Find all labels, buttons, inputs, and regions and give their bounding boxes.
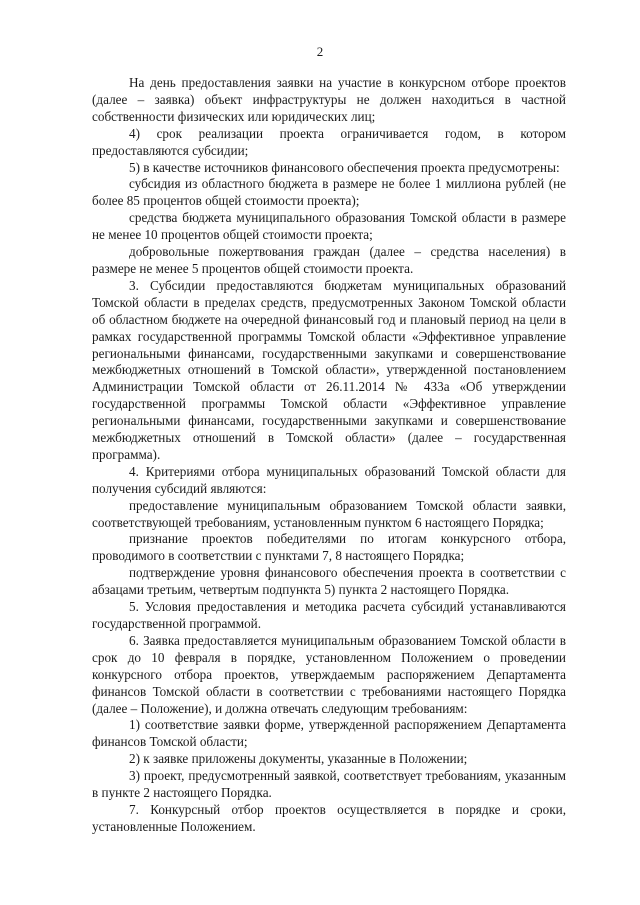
- paragraph-voluntary-donations: добровольные пожертвования граждан (далее – средства населения) в размере не менее 5 процентов общей стоимости проекта.: [92, 244, 566, 276]
- paragraph-item-4-term: 4) срок реализации проекта ограничивается годом, в котором предоставляются субсидии;: [92, 125, 566, 158]
- paragraph-section-7: 7. Конкурсный отбор проектов осуществляется в порядке и сроки, установленные Положением.: [92, 801, 566, 834]
- paragraph-section-4: 4. Критериями отбора муниципальных образований Томской области для получения субсидий являются:: [92, 463, 566, 496]
- paragraph-criterion-winners: признание проектов победителями по итогам конкурсного отбора, проводимого в соответствии с пунктами 7, 8 настоящего Порядка;: [92, 531, 566, 564]
- paragraph-criterion-application: предоставление муниципальным образованием Томской области заявки, соответствующей требованиям, установленным пунктом 6 настоящего Порядка;: [92, 497, 566, 530]
- paragraph-section-3: 3. Субсидии предоставляются бюджетам муниципальных образований Томской области в пределах средств, предусмотренных Законом Томской области об областном бюджете на очередной финансовый год и плановый период на цели в рамках государственной программы Томской области «Эффективное управление региональными финансами, государственными закупками и совершенствование межбюджетных отношений в Томской области», утвержденной постановлением Администрации Томской области от 26.11.2014 № 433а «Об утверждении государственной программы Томской области «Эффективное управление региональными финансами, государственными закупками и совершенствование межбюджетных отношений в Томской области» (далее – государственная программа).: [92, 277, 566, 462]
- paragraph-municipal-funds: средства бюджета муниципального образования Томской области в размере не менее 10 процентов общей стоимости проекта;: [92, 210, 566, 243]
- paragraph-item-5-sources: 5) в качестве источников финансового обеспечения проекта предусмотрены:: [129, 159, 560, 175]
- paragraph-infrastructure-ownership: На день предоставления заявки на участие в конкурсном отборе проектов (далее – заявка) объект инфраструктуры не должен находиться в частной собственности физических или юридических лиц;: [92, 75, 566, 124]
- paragraph-requirement-1: 1) соответствие заявки форме, утвержденной распоряжением Департамента финансов Томской области;: [92, 717, 566, 750]
- paragraph-requirement-3: 3) проект, предусмотренный заявкой, соответствует требованиям, указанным в пункте 2 настоящего Порядка.: [92, 768, 566, 801]
- paragraph-section-6: 6. Заявка предоставляется муниципальным образованием Томской области в срок до 10 февраля в порядке, установленном Положением о проведении конкурсного отбора проектов, утверждаемым распоряжением Департамента финансов Томской области в соответствии с требованиями настоящего Порядка (далее – Положение), и должна отвечать следующим требованиям:: [92, 632, 566, 716]
- paragraph-requirement-2: 2) к заявке приложены документы, указанные в Положении;: [129, 751, 468, 767]
- paragraph-section-5: 5. Условия предоставления и методика расчета субсидий устанавливаются государственной программой.: [92, 599, 566, 631]
- paragraph-criterion-funding: подтверждение уровня финансового обеспечения проекта в соответствии с абзацами третьим, четвертым подпункта 5) пункта 2 настоящего Порядка.: [92, 565, 566, 598]
- document-body: [92, 75, 566, 836]
- page-number: 2: [316, 44, 324, 59]
- paragraph-regional-subsidy: субсидия из областного бюджета в размере не более 1 миллиона рублей (не более 85 процентов общей стоимости проекта);: [92, 176, 566, 209]
